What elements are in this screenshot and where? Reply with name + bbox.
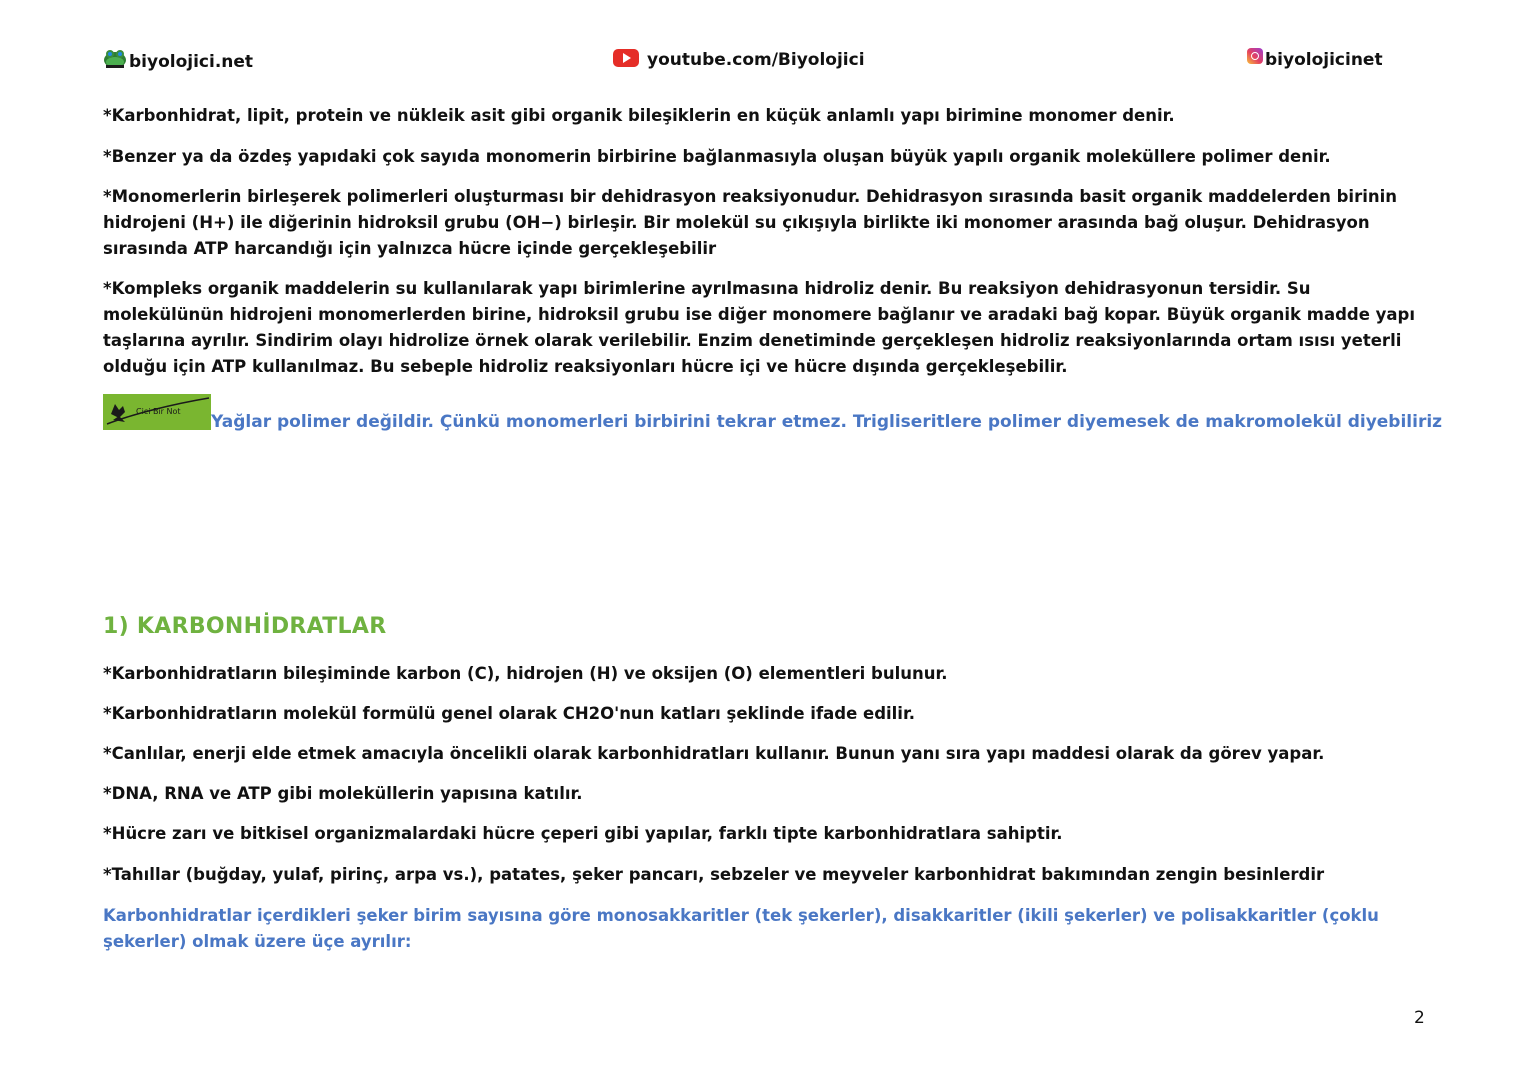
paragraph-hidroliz: *Kompleks organik maddelerin su kullanılarak yapı birimlerine ayrılmasına hidroliz denir. Bu reaksiyon dehidrasyonun tersidir. Su molekülünün hidrojeni monomerlerden birine, hidroksil grubu ise diğer monomere bağlanır ve aradaki bağ kopar. Büyük organik madde yapı taşlarına ayrılır. Sindirim olayı hidrolize örnek olarak verilebilir. Enzim denetiminde gerçekleşen hidroliz reaksiyonlarında ortam ısısı yeterli olduğu için ATP kullanılmaz. Bu sebeple hidroliz reaksiyonları hücre içi ve hücre dışında gerçekleşebilir. bbox=[103, 279, 1416, 376]
youtube-url: youtube.com/Biyolojici bbox=[647, 50, 865, 70]
instagram-link[interactable] bbox=[1247, 50, 1383, 70]
paragraph-monomer: *Karbonhidrat, lipit, protein ve nükleik asit gibi organik bileşiklerin en küçük anlamlı yapı birimine monomer denir. bbox=[103, 106, 1175, 125]
section-closing: Karbonhidratlar içerdikleri şeker birim sayısına göre monosakkaritler (tek şekerler), disakkaritler (ikili şekerler) ve polisakkaritler (çoklu şekerler) olmak üzere üçe ayrılır: bbox=[103, 906, 1379, 951]
page-number: 2 bbox=[1414, 1008, 1425, 1028]
note-text: Yağlar polimer değildir. Çünkü monomerleri birbirini tekrar etmez. Trigliseritlere polimer diyemesek de makromolekül diyebiliriz bbox=[211, 412, 1443, 432]
instagram-handle: biyolojicinet bbox=[1265, 50, 1383, 70]
paragraph-polimer: *Benzer ya da özdeş yapıdaki çok sayıda monomerin birbirine bağlanmasıyla oluşan büyük yapılı organik moleküllere polimer denir. bbox=[103, 147, 1331, 166]
list-item: *Tahıllar (buğday, yulaf, pirinç, arpa vs.), patates, şeker pancarı, sebzeler ve meyveler karbonhidrat bakımından zengin besinlerdir bbox=[103, 865, 1325, 884]
section-title: 1) KARBONHİDRATLAR bbox=[103, 614, 387, 639]
list-item: *Canlılar, enerji elde etmek amacıyla öncelikli olarak karbonhidratları kullanır. Bunun yanı sıra yapı maddesi olarak da görev yapar. bbox=[103, 744, 1325, 763]
site-link[interactable] bbox=[103, 50, 253, 74]
list-item: *DNA, RNA ve ATP gibi moleküllerin yapısına katılır. bbox=[103, 784, 583, 803]
site-name: biyolojici.net bbox=[129, 52, 254, 72]
instagram-icon bbox=[1247, 48, 1263, 64]
paragraph-dehidrasyon: *Monomerlerin birleşerek polimerleri oluşturması bir dehidrasyon reaksiyonudur. Dehidrasyon sırasında basit organik maddelerden birinin hidrojeni (H+) ile diğerinin hidroksil grubu (OH−) birleşir. Bir molekül su çıkışıyla birlikte iki monomer arasında bağ oluşur. Dehidrasyon sırasında ATP harcandığı için yalnızca hücre içinde gerçekleşebilir bbox=[103, 187, 1398, 258]
page-header bbox=[0, 50, 1527, 80]
note-label: Cici Bir Not bbox=[136, 407, 181, 416]
list-item: *Karbonhidratların bileşiminde karbon (C), hidrojen (H) ve oksijen (O) elementleri bulunur. bbox=[103, 664, 948, 683]
youtube-icon bbox=[613, 49, 639, 67]
list-item: *Hücre zarı ve bitkisel organizmalardaki hücre çeperi gibi yapılar, farklı tipte karbonhidratlara sahiptir. bbox=[103, 824, 1063, 843]
note-badge bbox=[103, 394, 211, 430]
frog-logo-icon bbox=[103, 46, 127, 70]
youtube-link[interactable] bbox=[613, 50, 865, 70]
list-item: *Karbonhidratların molekül formülü genel olarak CH2O'nun katları şeklinde ifade edilir. bbox=[103, 704, 916, 723]
